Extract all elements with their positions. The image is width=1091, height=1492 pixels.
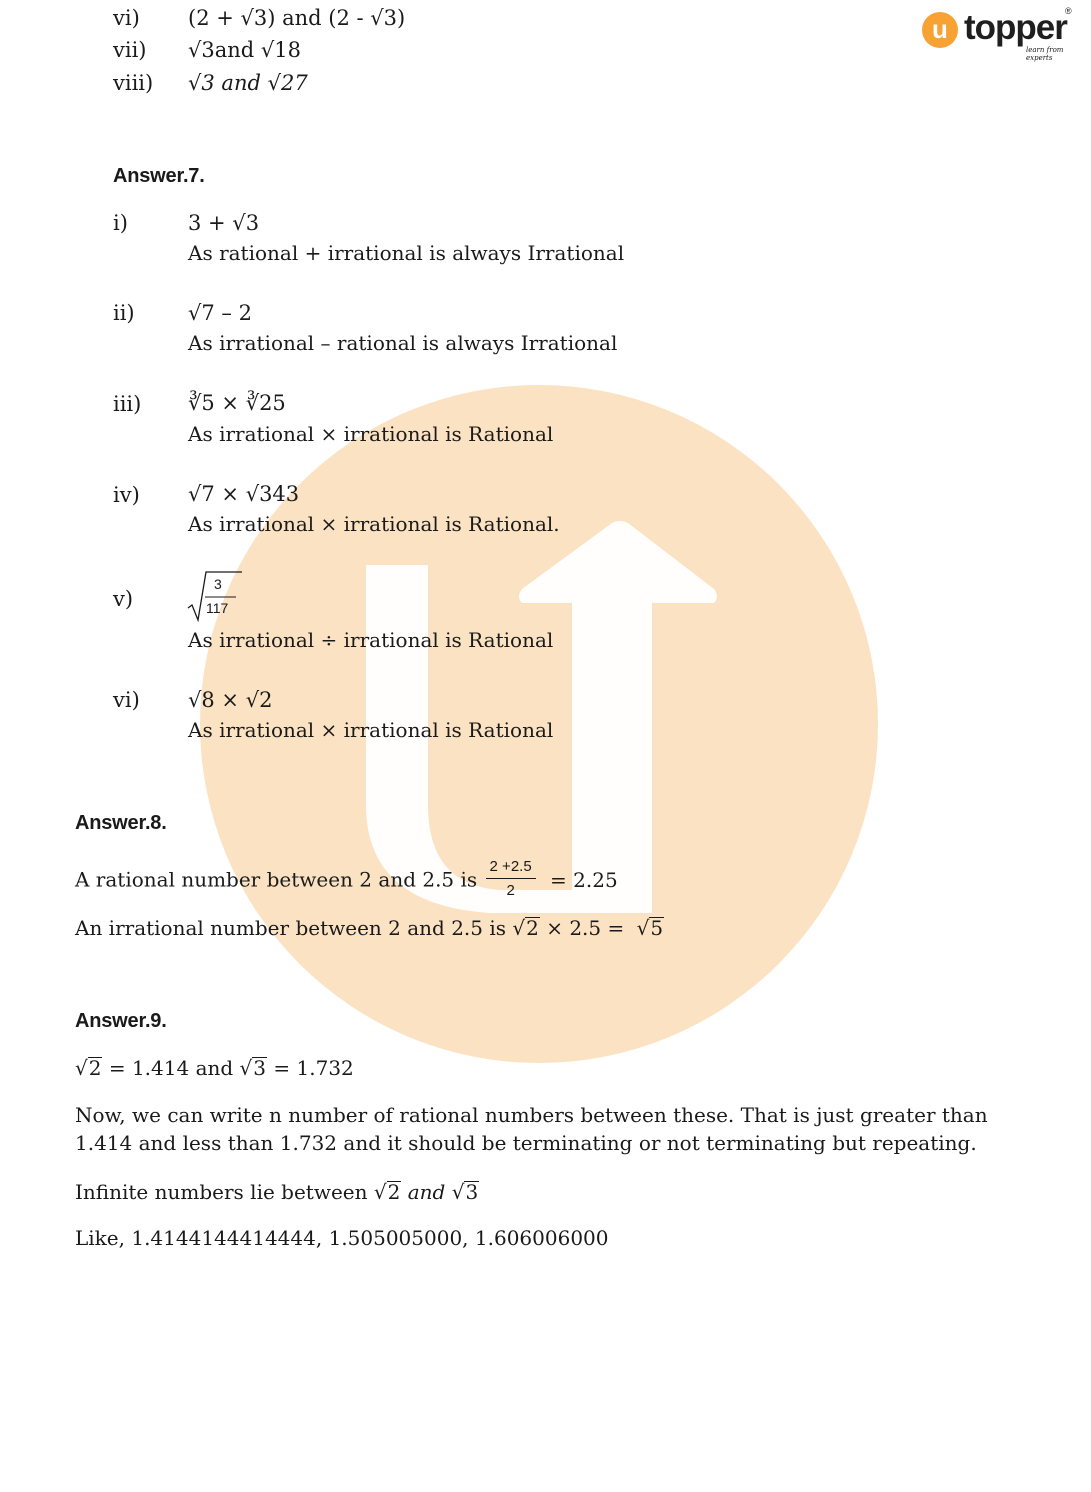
item-label: ii)	[113, 301, 135, 325]
item-reason: As irrational – rational is always Irrational	[188, 331, 618, 355]
list-expression: (2 + √3) and (2 - √3)	[188, 6, 406, 30]
item-reason: As irrational ÷ irrational is Rational	[188, 628, 554, 652]
rational-prefix: A rational number between 2 and 2.5 is	[75, 867, 478, 892]
item-reason: As irrational × irrational is Rational	[188, 718, 554, 742]
sqrt-values-line: √2 = 1.414 and √3 = 1.732	[75, 1056, 354, 1080]
irrational-statement: An irrational number between 2 and 2.5 is √2 × 2.5 = √5	[75, 916, 664, 940]
logo-registered-mark: ®	[1065, 6, 1072, 16]
item-label: v)	[113, 587, 134, 611]
answer-9-heading: Answer.9.	[75, 1010, 167, 1032]
list-label: vii)	[113, 38, 147, 62]
examples-line: Like, 1.4144144414444, 1.505005000, 1.606006000	[75, 1226, 609, 1250]
answer-8-heading: Answer.8.	[75, 812, 167, 834]
fraction	[486, 858, 536, 900]
fraction-numerator: 2 +2.5	[486, 858, 536, 879]
item-label: iv)	[113, 483, 140, 507]
fraction-denominator: 117	[206, 600, 229, 616]
sqrt-radicand: 2	[526, 916, 539, 940]
item-label: vi)	[113, 688, 140, 712]
logo-u-icon: u	[922, 12, 958, 48]
list-expression: √3and √18	[188, 38, 302, 62]
values-text: = 1.414 and	[108, 1056, 234, 1080]
irrational-prefix: An irrational number between 2 and 2.5 is	[75, 916, 507, 940]
sqrt-radicand: 2	[387, 1180, 401, 1204]
item-expression: √7 – 2	[188, 301, 252, 325]
values-text: = 1.732	[273, 1056, 354, 1080]
fraction-denominator: 2	[506, 882, 515, 899]
item-expression: √7 × √343	[188, 482, 300, 506]
list-expression: √3 and √27	[188, 71, 308, 95]
infinite-line: Infinite numbers lie between √2 and √3	[75, 1180, 479, 1204]
list-label: viii)	[113, 71, 154, 95]
explanation-paragraph: Now, we can write n number of rational numbers between these. That is just greater than 1.414 and less than 1.732 and it should be terminating or not terminating but repeating.	[75, 1103, 988, 1155]
item-expression: √8 × √2	[188, 688, 273, 712]
answer-7-heading: Answer.7.	[113, 165, 205, 187]
infinite-prefix: Infinite numbers lie between	[75, 1180, 368, 1204]
rational-statement	[75, 860, 618, 902]
sqrt-radicand: 2	[88, 1056, 102, 1080]
logo-tagline: learn from experts	[1026, 46, 1064, 62]
item-reason: As irrational × irrational is Rational	[188, 422, 554, 446]
item-reason: As rational + irrational is always Irrational	[188, 241, 625, 265]
list-label: vi)	[113, 6, 140, 30]
fraction-numerator: 3	[214, 576, 222, 592]
item-expression: 3 + √3	[188, 211, 260, 235]
sqrt-radicand: 3	[253, 1056, 267, 1080]
logo-wordmark: topper	[964, 8, 1067, 47]
item-label: iii)	[113, 392, 142, 416]
rational-result: = 2.25	[550, 867, 618, 892]
topper-logo	[922, 6, 1082, 62]
item-expression: ∛5 × ∛25	[188, 391, 286, 415]
infinite-and: and	[407, 1180, 446, 1204]
item-reason: As irrational × irrational is Rational.	[188, 512, 560, 536]
item-label: i)	[113, 211, 128, 235]
sqrt-radicand: 3	[465, 1180, 479, 1204]
irrational-times: × 2.5 =	[546, 916, 625, 940]
sqrt-radicand: 5	[650, 916, 664, 940]
